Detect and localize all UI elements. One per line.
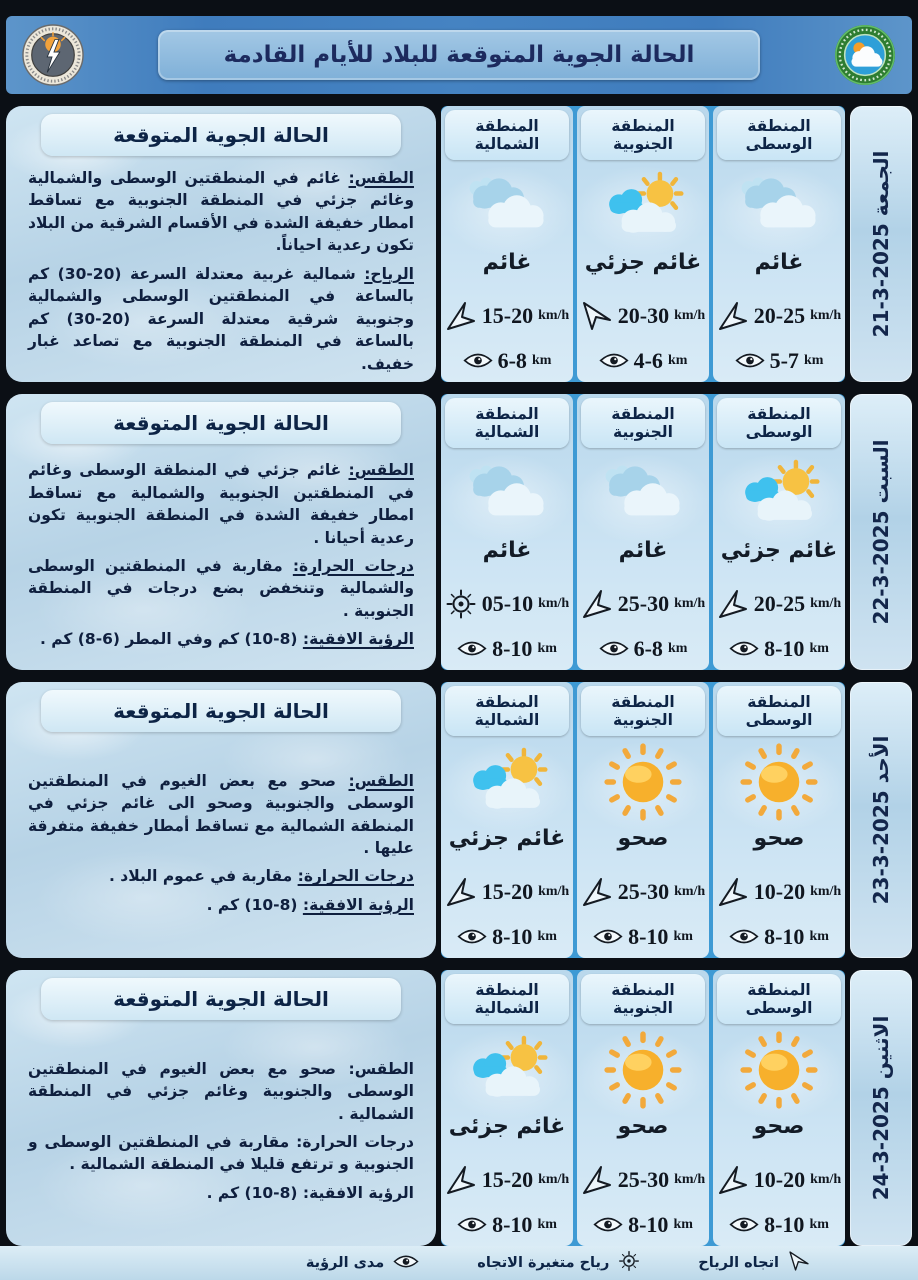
wind-unit: km/h [674, 883, 706, 899]
wind-unit: km/h [810, 307, 842, 323]
visibility-row [713, 915, 845, 958]
date-label: السبت 2025-3-22 [869, 439, 893, 625]
wind-speed: 25-30 [617, 1166, 670, 1192]
wind-direction-icon [445, 876, 477, 908]
legend-wind-direction [698, 1250, 810, 1276]
day-row-sunday [6, 682, 912, 958]
forecast-paragraph: درجات الحرارة: مقاربة في عموم البلاد . [108, 867, 414, 886]
region-name: المنطقة الشمالية [445, 974, 569, 1024]
wind-row [577, 293, 709, 340]
visibility-value: 8-10 [764, 923, 805, 949]
wind-row [577, 869, 709, 916]
wind-row [441, 869, 573, 916]
weather-icon [441, 1026, 573, 1114]
wind-row [713, 581, 845, 628]
condition-label: صحو [617, 1113, 669, 1139]
forecast-paragraph: درجات الحرارة: مقاربة في المنطقتين الوسطى والشمالية وتنخفض بضع درجات في المنطقة الجنوبية . [28, 557, 414, 620]
wind-row [713, 293, 845, 340]
wind-direction-icon [717, 300, 749, 332]
region-name: المنطقة الوسطى [717, 974, 841, 1024]
visibility-row [441, 1203, 573, 1246]
forecast-text [16, 450, 426, 664]
eye-icon [729, 1215, 759, 1234]
wind-row [577, 1157, 709, 1204]
forecast-panel-title: الحالة الجوية المتوقعة [41, 978, 402, 1020]
wind-speed: 20-30 [617, 302, 670, 328]
region-card-central [713, 394, 845, 670]
eye-icon [463, 351, 493, 370]
weather-icon [577, 1026, 709, 1114]
region-name: المنطقة الشمالية [445, 398, 569, 448]
wind-unit: km/h [674, 1171, 706, 1187]
forecast-panel [6, 394, 436, 670]
forecast-panel-title: الحالة الجوية المتوقعة [41, 402, 402, 444]
wind-direction-icon [717, 876, 749, 908]
wind-speed: 15-20 [481, 1166, 534, 1192]
wind-speed: 20-25 [753, 302, 806, 328]
legend-variable-wind [477, 1250, 640, 1276]
legend-visibility [306, 1253, 419, 1274]
forecast-paragraph [28, 381, 414, 382]
condition-label: غائم [754, 249, 804, 275]
forecast-panel [6, 106, 436, 382]
visibility-row [441, 627, 573, 670]
wind-speed: 25-30 [617, 590, 670, 616]
condition-label: صحو [753, 1113, 805, 1139]
visibility-value: 4-6 [633, 347, 663, 373]
region-card-southern [577, 682, 709, 958]
region-name: المنطقة الوسطى [717, 686, 841, 736]
region-name: المنطقة الوسطى [717, 398, 841, 448]
visibility-unit: km [537, 928, 557, 944]
visibility-value: 6-8 [497, 347, 527, 373]
wind-direction-icon [717, 588, 749, 620]
visibility-unit: km [809, 1216, 829, 1232]
visibility-unit: km [809, 928, 829, 944]
wind-speed: 10-20 [753, 878, 806, 904]
region-name: المنطقة الجنوبية [581, 974, 705, 1024]
visibility-unit: km [537, 1216, 557, 1232]
condition-label: غائم جزئي [720, 537, 838, 563]
regions-group [441, 106, 845, 382]
legend-label: مدى الرؤية [305, 1255, 385, 1271]
eye-icon [393, 1253, 419, 1274]
weather-icon [441, 162, 573, 250]
date-strip [850, 106, 912, 382]
region-card-central [713, 106, 845, 382]
forecast-text [16, 738, 426, 952]
condition-label: غائم جزئي [584, 249, 702, 275]
visibility-value: 8-10 [628, 1211, 669, 1237]
forecast-paragraph: الطقس: غائم جزئي في المنطقة الوسطى وغائم في المنطقتين الجنوبية والشمالية مع تساقط امطار خفيفة الشدة في المنطقة الجنوبية تكون رعدية أحيانا . [28, 461, 414, 547]
date-label: الأحد 2025-3-23 [869, 735, 893, 905]
visibility-unit: km [531, 352, 552, 368]
wind-unit: km/h [538, 595, 570, 611]
visibility-row [441, 915, 573, 958]
region-card-southern [577, 106, 709, 382]
wind-speed: 05-10 [481, 590, 534, 616]
eye-icon [457, 1215, 487, 1234]
visibility-unit: km [667, 640, 688, 656]
condition-label: صحو [753, 825, 805, 851]
date-label: الجمعة 2025-3-21 [869, 150, 893, 338]
visibility-value: 8-10 [492, 923, 533, 949]
forecast-paragraph: الطقس: صحو مع بعض الغيوم في المنطقتين الوسطى والجنوبية وغائم جزئي في المنطقة الشمالية . [28, 1059, 414, 1123]
wind-row [441, 581, 573, 628]
wind-speed: 20-25 [753, 590, 806, 616]
visibility-row [713, 1203, 845, 1246]
visibility-unit: km [809, 640, 829, 656]
forecast-paragraph: الرؤية الافقية: (8-10) كم . [206, 895, 414, 914]
wind-row [713, 869, 845, 916]
page-title: الحالة الجوية المتوقعة للبلاد للأيام القادمة [158, 30, 760, 80]
visibility-unit: km [673, 1216, 693, 1232]
region-name: المنطقة الجنوبية [581, 398, 705, 448]
wind-arrow-icon [788, 1250, 810, 1276]
date-strip [850, 970, 912, 1246]
condition-label: غائم [482, 537, 532, 563]
regions-group [441, 970, 845, 1246]
wind-direction-icon [445, 1164, 477, 1196]
wind-direction-icon [581, 1164, 613, 1196]
weather-icon [577, 738, 709, 826]
forecast-text [16, 162, 426, 382]
wind-direction-icon [581, 876, 613, 908]
regions-group [441, 394, 845, 670]
wind-unit: km/h [538, 883, 570, 899]
forecast-paragraph: درجات الحرارة: مقاربة في المنطقتين الوسطى و الجنوبية و ترتفع قليلا في المنطقة الشمالية . [28, 1133, 415, 1174]
forecast-paragraph: الرياح: شمالية غربية معتدلة السرعة (20-30) كم بالساعة في المنطقتين الوسطى والشمالية وجنوبية شرقية معتدلة السرعة (20-30) كم بالساعة في المنطقة الجنوبية مع تصاعد غبار خفيف. [28, 264, 414, 373]
wind-direction-icon [581, 588, 613, 620]
eye-icon [593, 1215, 623, 1234]
wind-speed: 25-30 [617, 878, 670, 904]
region-card-northern [441, 394, 573, 670]
forecast-paragraph: الرؤية الافقية: (8-10) كم وفي المطر (6-8) كم . [39, 630, 414, 649]
visibility-unit: km [673, 928, 693, 944]
date-label: الاثنين 2025-3-24 [869, 1015, 893, 1201]
compass-icon [618, 1250, 640, 1276]
forecast-rows [6, 106, 912, 1246]
condition-label: غائم [618, 537, 668, 563]
weather-icon [441, 450, 573, 538]
date-strip [850, 682, 912, 958]
region-name: المنطقة الشمالية [445, 110, 569, 160]
weather-icon [577, 450, 709, 538]
eye-icon [729, 639, 759, 658]
wind-unit: km/h [810, 1171, 842, 1187]
region-card-northern [441, 970, 573, 1246]
region-name: المنطقة الجنوبية [581, 110, 705, 160]
day-row-monday [6, 970, 912, 1246]
wind-row [441, 1157, 573, 1204]
variable-wind-icon [445, 588, 477, 620]
region-card-northern [441, 682, 573, 958]
forecast-paragraph: الرؤية الافقية: (8-10) كم . [206, 1183, 414, 1202]
region-card-central [713, 682, 845, 958]
org-logo-right [834, 24, 896, 86]
wind-direction-icon [445, 300, 477, 332]
eye-icon [599, 639, 629, 658]
weather-icon [713, 738, 845, 826]
forecast-paragraph: الطقس: صحو مع بعض الغيوم في المنطقتين الوسطى والجنوبية وصحو الى غائم جزئي في المنطقة الشمالية مع تساقط أمطار خفيفة متفرقة عليها . [28, 771, 414, 857]
day-row-friday [6, 106, 912, 382]
visibility-value: 8-10 [764, 1211, 805, 1237]
eye-icon [735, 351, 765, 370]
visibility-value: 8-10 [492, 1211, 533, 1237]
legend-bar [0, 1246, 918, 1280]
weather-icon [577, 162, 709, 250]
visibility-value: 5-7 [769, 347, 799, 373]
forecast-panel [6, 970, 436, 1246]
condition-label: غائم [482, 249, 532, 275]
wind-direction-icon [717, 1164, 749, 1196]
legend-label: اتجاه الرياح [698, 1255, 779, 1271]
visibility-row [713, 339, 845, 382]
wind-direction-icon [581, 300, 613, 332]
forecast-text [16, 1026, 426, 1240]
weather-icon [713, 1026, 845, 1114]
visibility-unit: km [537, 640, 557, 656]
region-card-southern [577, 970, 709, 1246]
legend-label: رياح متغيرة الاتجاه [477, 1255, 610, 1271]
wind-unit: km/h [538, 307, 570, 323]
visibility-row [577, 1203, 709, 1246]
eye-icon [599, 351, 629, 370]
eye-icon [457, 927, 487, 946]
visibility-row [577, 627, 709, 670]
day-row-saturday [6, 394, 912, 670]
wind-row [577, 581, 709, 628]
header-bar [6, 16, 912, 94]
regions-group [441, 682, 845, 958]
forecast-paragraph: الطقس: غائم في المنطقتين الوسطى والشمالية وغائم جزئي في المنطقة الجنوبية مع تساقط امطار خفيفة الشدة في الأقسام الشرقية من البلاد تكون رعدية احياناً. [28, 169, 414, 255]
region-card-southern [577, 394, 709, 670]
org-logo-left [22, 24, 84, 86]
region-card-central [713, 970, 845, 1246]
visibility-row [577, 915, 709, 958]
visibility-row [441, 339, 573, 382]
weather-icon [713, 450, 845, 538]
wind-speed: 15-20 [481, 302, 534, 328]
condition-label: غائم جزئى [448, 1113, 566, 1139]
visibility-value: 6-8 [633, 635, 663, 661]
visibility-row [577, 339, 709, 382]
weather-icon [713, 162, 845, 250]
region-name: المنطقة الشمالية [445, 686, 569, 736]
forecast-panel [6, 682, 436, 958]
visibility-row [713, 627, 845, 670]
visibility-unit: km [803, 352, 824, 368]
wind-unit: km/h [538, 1171, 570, 1187]
region-name: المنطقة الجنوبية [581, 686, 705, 736]
wind-row [441, 293, 573, 340]
wind-unit: km/h [810, 883, 842, 899]
eye-icon [593, 927, 623, 946]
wind-row [713, 1157, 845, 1204]
condition-label: صحو [617, 825, 669, 851]
date-strip [850, 394, 912, 670]
wind-speed: 10-20 [753, 1166, 806, 1192]
condition-label: غائم جزئي [448, 825, 566, 851]
region-name: المنطقة الوسطى [717, 110, 841, 160]
eye-icon [457, 639, 487, 658]
wind-unit: km/h [674, 307, 706, 323]
weather-icon [441, 738, 573, 826]
visibility-value: 8-10 [492, 635, 533, 661]
forecast-panel-title: الحالة الجوية المتوقعة [41, 690, 402, 732]
wind-speed: 15-20 [481, 878, 534, 904]
wind-unit: km/h [810, 595, 842, 611]
visibility-value: 8-10 [764, 635, 805, 661]
visibility-value: 8-10 [628, 923, 669, 949]
visibility-unit: km [667, 352, 688, 368]
eye-icon [729, 927, 759, 946]
region-card-northern [441, 106, 573, 382]
wind-unit: km/h [674, 595, 706, 611]
forecast-panel-title: الحالة الجوية المتوقعة [41, 114, 402, 156]
